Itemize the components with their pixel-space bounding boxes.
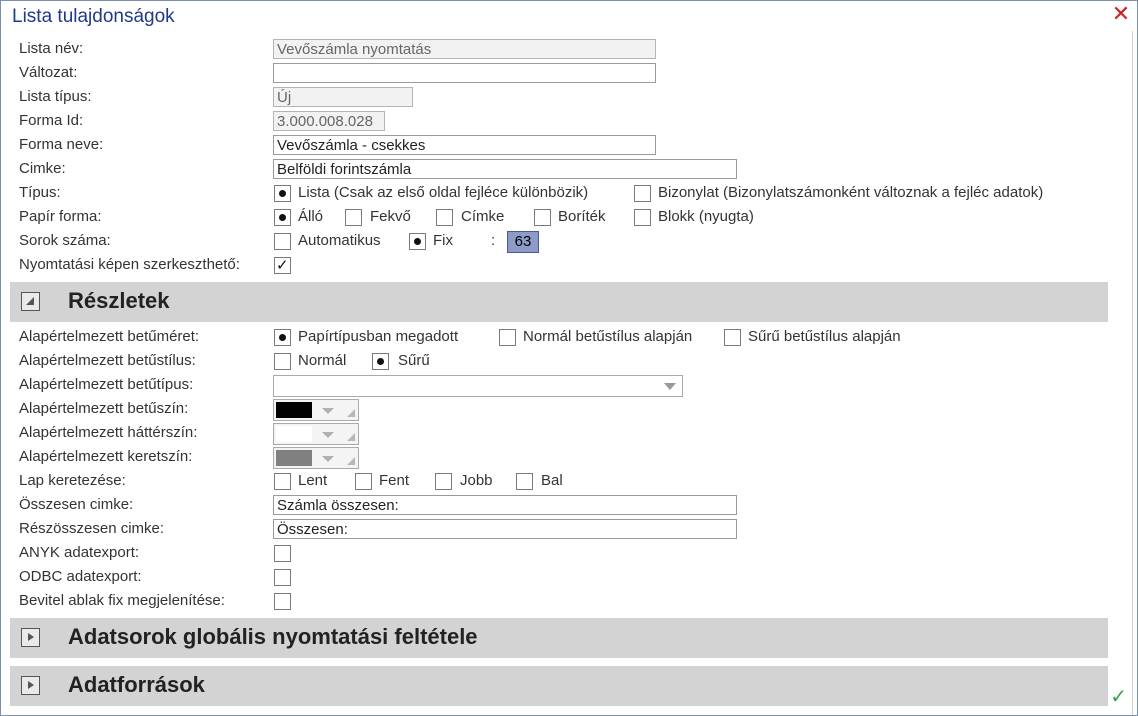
section-details-title: Részletek (68, 288, 170, 313)
row-count-fix-option: Fix (433, 232, 453, 249)
font-style-label: Alapértelmezett betűstílus: (19, 352, 196, 369)
background-color-label: Alapértelmezett háttérszín: (19, 424, 198, 441)
anyk-export-label: ANYK adatexport: (19, 544, 140, 561)
odbc-export-checkbox[interactable] (274, 569, 291, 586)
resize-corner-icon (347, 457, 355, 465)
paper-portrait-radio[interactable] (274, 209, 291, 226)
row-count-label: Sorok száma: (19, 232, 111, 249)
type-label: Típus: (19, 184, 61, 201)
paper-form-label: Papír forma: (19, 208, 102, 225)
section-global-condition-header[interactable] (10, 618, 1108, 658)
font-style-dense-radio[interactable] (372, 353, 389, 370)
window-title: Lista tulajdonságok (12, 6, 175, 27)
input-window-fixed-checkbox[interactable] (274, 593, 291, 610)
list-type-label: Lista típus: (19, 88, 92, 105)
background-color-swatch (276, 426, 312, 442)
form-name-field[interactable] (273, 135, 656, 155)
background-color-picker[interactable] (273, 423, 359, 445)
type-list-option: Lista (Csak az első oldal fejléce különbözik) (298, 184, 589, 201)
section-global-condition-title: Adatsorok globális nyomtatási feltétele (68, 624, 478, 649)
font-size-paper-radio[interactable] (274, 329, 291, 346)
row-count-separator: : (491, 232, 496, 249)
type-list-radio[interactable] (274, 185, 291, 202)
font-size-normal-radio[interactable] (499, 329, 516, 346)
chevron-down-icon (664, 383, 676, 390)
border-top-option: Fent (379, 472, 410, 489)
type-document-option: Bizonylat (Bizonylatszámonként változnak a fejléc adatok) (658, 184, 1044, 201)
border-color-swatch (276, 450, 312, 466)
border-right-option: Jobb (460, 472, 493, 489)
paper-label-option: Címke (461, 208, 505, 225)
font-size-paper-option: Papírtípusban megadott (298, 328, 459, 345)
paper-receipt-radio[interactable] (634, 209, 651, 226)
row-count-fix-radio[interactable] (409, 233, 426, 250)
font-size-label: Alapértelmezett betűméret: (19, 328, 200, 345)
resize-corner-icon (347, 409, 355, 417)
border-color-picker[interactable] (273, 447, 359, 469)
tag-field[interactable] (273, 159, 737, 179)
list-name-label: Lista név: (19, 40, 84, 57)
font-color-swatch (276, 402, 312, 418)
chevron-down-icon (322, 456, 334, 462)
paper-envelope-option: Boríték (558, 208, 606, 225)
form-id-label: Forma Id: (19, 112, 84, 129)
type-document-radio[interactable] (634, 185, 651, 202)
font-size-dense-option: Sűrű betűstílus alapján (748, 328, 901, 345)
section-details-header[interactable] (10, 282, 1108, 322)
font-size-normal-option: Normál betűstílus alapján (523, 328, 693, 345)
odbc-export-label: ODBC adatexport: (19, 568, 142, 585)
border-bottom-checkbox[interactable] (274, 473, 291, 490)
variant-field[interactable] (273, 63, 656, 83)
tag-label: Cimke: (19, 160, 66, 177)
expand-icon[interactable] (21, 676, 40, 695)
form-name-label: Forma neve: (19, 136, 104, 153)
font-style-dense-option: Sűrű (398, 352, 430, 369)
row-count-auto-radio[interactable] (274, 233, 291, 250)
font-style-normal-option: Normál (298, 352, 347, 369)
paper-label-radio[interactable] (436, 209, 453, 226)
border-right-checkbox[interactable] (435, 473, 452, 490)
font-family-dropdown[interactable] (273, 375, 683, 397)
font-color-picker[interactable] (273, 399, 359, 421)
checkmark-icon[interactable]: ✓ (1110, 686, 1127, 708)
input-window-fixed-label: Bevitel ablak fix megjelenítése: (19, 592, 225, 609)
font-style-normal-radio[interactable] (274, 353, 291, 370)
title-bar (1, 1, 1137, 31)
variant-label: Változat: (19, 64, 78, 81)
section-data-sources-header[interactable] (10, 666, 1108, 706)
section-data-sources-title: Adatforrások (68, 672, 205, 697)
resize-corner-icon (347, 433, 355, 441)
border-color-label: Alapértelmezett keretszín: (19, 448, 193, 465)
close-icon[interactable]: ✕ (1111, 1, 1131, 26)
expand-icon[interactable] (21, 628, 40, 647)
list-type-field[interactable] (273, 87, 413, 107)
chevron-down-icon (322, 408, 334, 414)
font-size-dense-radio[interactable] (724, 329, 741, 346)
anyk-export-checkbox[interactable] (274, 545, 291, 562)
editable-on-print-label: Nyomtatási képen szerkeszthető: (19, 256, 240, 273)
row-count-input[interactable]: 63 (507, 231, 539, 253)
total-label-label: Összesen cimke: (19, 496, 134, 513)
border-left-option: Bal (541, 472, 563, 489)
paper-landscape-option: Fekvő (370, 208, 411, 225)
border-bottom-option: Lent (298, 472, 328, 489)
row-count-auto-option: Automatikus (298, 232, 381, 249)
paper-portrait-option: Álló (298, 208, 324, 225)
page-border-label: Lap keretezése: (19, 472, 126, 489)
font-color-label: Alapértelmezett betűszín: (19, 400, 189, 417)
editable-on-print-checkbox[interactable] (274, 257, 291, 274)
subtotal-label-label: Részösszesen cimke: (19, 520, 165, 537)
collapse-icon[interactable] (21, 292, 40, 311)
border-top-checkbox[interactable] (355, 473, 372, 490)
font-family-label: Alapértelmezett betűtípus: (19, 376, 194, 393)
scrollbar-track[interactable] (1132, 31, 1133, 715)
total-label-field[interactable] (273, 495, 737, 515)
form-id-field[interactable] (273, 111, 385, 131)
paper-envelope-radio[interactable] (534, 209, 551, 226)
subtotal-label-field[interactable] (273, 519, 737, 539)
paper-landscape-radio[interactable] (345, 209, 362, 226)
chevron-down-icon (322, 432, 334, 438)
border-left-checkbox[interactable] (516, 473, 533, 490)
list-name-field[interactable] (273, 39, 656, 59)
paper-receipt-option: Blokk (nyugta) (658, 208, 754, 225)
